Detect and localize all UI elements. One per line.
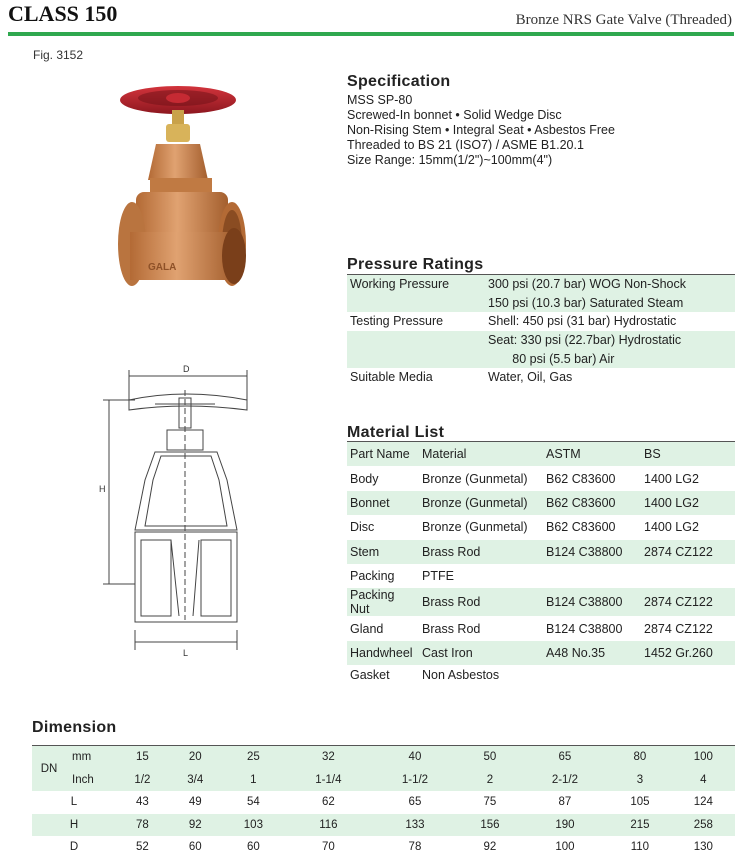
spec-line: Size Range: 15mm(1/2")~100mm(4"): [347, 153, 553, 167]
material-list-table: [347, 442, 735, 685]
dim-label-h: H: [99, 484, 106, 494]
pressure-label: [347, 331, 485, 350]
table-row: [347, 275, 735, 294]
pressure-ratings-table: [347, 275, 735, 387]
table-row: [347, 349, 735, 368]
table-cell: 80: [608, 746, 671, 769]
table-cell: 116: [285, 814, 372, 837]
table-cell: 92: [483, 841, 497, 854]
table-cell: Bronze (Gunmetal): [422, 471, 528, 486]
table-cell: 1400 LG2: [644, 520, 699, 535]
table-row: [347, 515, 735, 539]
table-row: [347, 368, 735, 387]
table-cell: Disc: [350, 520, 375, 535]
table-cell: 156: [458, 814, 521, 837]
table-row: [347, 616, 735, 640]
table-row: [32, 746, 735, 769]
column-header: ASTM: [543, 442, 641, 466]
pressure-value: 80 psi (5.5 bar) Air: [485, 349, 735, 368]
table-cell: 215: [608, 814, 671, 837]
valve-photo: [110, 84, 260, 324]
table-cell: 2: [458, 769, 521, 792]
table-cell: 54: [246, 796, 260, 809]
pressure-ratings-title: Pressure Ratings: [347, 256, 484, 273]
table-cell: Gasket: [350, 668, 390, 683]
table-cell: Bonnet: [347, 491, 419, 515]
table-cell: 190: [522, 814, 609, 837]
table-cell: [641, 564, 735, 588]
spec-line: Screwed-In bonnet • Solid Wedge Disc: [347, 108, 562, 122]
table-cell: 133: [372, 814, 459, 837]
table-cell: Bronze (Gunmetal): [422, 520, 528, 535]
table-row: [347, 540, 735, 564]
table-cell: 25: [222, 746, 285, 769]
table-cell: 4: [672, 769, 735, 792]
table-cell: 1-1/2: [372, 769, 459, 792]
table-cell: Packing Nut: [347, 588, 419, 616]
table-cell: 87: [558, 796, 572, 809]
table-row: [347, 294, 735, 313]
table-row: [32, 836, 735, 859]
table-cell: 78: [116, 814, 169, 837]
table-cell: 100: [672, 746, 735, 769]
product-subtitle: Bronze NRS Gate Valve (Threaded): [515, 12, 732, 28]
table-cell: 60: [188, 841, 202, 854]
table-cell: 1-1/4: [285, 769, 372, 792]
table-cell: [641, 665, 735, 685]
table-cell: 3: [608, 769, 671, 792]
table-cell: Body: [350, 471, 379, 486]
table-cell: B62 C83600: [546, 471, 616, 486]
table-cell: 2874 CZ122: [641, 588, 735, 616]
table-cell: Brass Rod: [422, 621, 481, 636]
table-cell: 32: [285, 746, 372, 769]
table-row: [347, 665, 735, 685]
table-cell: Gland: [350, 621, 384, 636]
pressure-value: Seat: 330 psi (22.7bar) Hydrostatic: [485, 331, 735, 350]
table-cell: B124 C38800: [543, 540, 641, 564]
row-label: D: [69, 841, 79, 854]
pressure-value: Water, Oil, Gas: [488, 370, 573, 385]
table-cell: 78: [408, 841, 422, 854]
specification-list: [347, 93, 615, 168]
pressure-label: Suitable Media: [350, 370, 433, 385]
table-cell: 60: [246, 841, 260, 854]
pressure-label: Working Pressure: [347, 275, 485, 294]
row-label: H: [32, 814, 116, 837]
table-cell: 92: [169, 814, 222, 837]
table-cell: 52: [136, 841, 149, 854]
class-title: CLASS 150: [8, 1, 118, 26]
unit-label: mm: [66, 746, 116, 769]
table-row: [347, 564, 735, 588]
table-row: [347, 466, 735, 490]
table-cell: 2-1/2: [522, 769, 609, 792]
row-label: L: [70, 796, 78, 809]
table-cell: Non Asbestos: [422, 668, 500, 683]
table-cell: 49: [188, 796, 202, 809]
table-cell: 124: [693, 796, 713, 809]
table-cell: 50: [458, 746, 521, 769]
spec-line: MSS SP-80: [347, 93, 413, 107]
column-header: Part Name: [347, 442, 419, 466]
table-cell: 62: [321, 796, 335, 809]
table-row: [347, 331, 735, 350]
table-cell: 103: [222, 814, 285, 837]
table-cell: 1400 LG2: [644, 471, 699, 486]
table-cell: Handwheel: [347, 641, 419, 665]
pressure-value: 150 psi (10.3 bar) Saturated Steam: [485, 294, 735, 313]
specification-title: Specification: [347, 73, 451, 90]
table-cell: 258: [672, 814, 735, 837]
pressure-value: 300 psi (20.7 bar) WOG Non-Shock: [485, 275, 735, 294]
table-cell: 1: [222, 769, 285, 792]
table-cell: 20: [169, 746, 222, 769]
table-row: [32, 814, 735, 837]
header-rule: [8, 32, 734, 36]
dim-label-l: L: [183, 648, 189, 658]
dim-label-d: D: [183, 364, 190, 374]
column-header: BS: [641, 442, 735, 466]
table-cell: 2874 CZ122: [644, 621, 713, 636]
table-cell: 110: [630, 841, 650, 854]
table-cell: Packing: [350, 569, 395, 584]
table-cell: 65: [522, 746, 609, 769]
pressure-label: [347, 294, 485, 313]
table-cell: B62 C83600: [546, 520, 616, 535]
dn-label: DN: [32, 746, 66, 791]
table-row: [347, 641, 735, 665]
dimension-table: [32, 746, 735, 859]
table-cell: Cast Iron: [419, 641, 543, 665]
table-cell: 105: [630, 796, 650, 809]
spec-line: Threaded to BS 21 (ISO7) / ASME B1.20.1: [347, 138, 584, 152]
pressure-value: Shell: 450 psi (31 bar) Hydrostatic: [488, 314, 677, 329]
table-row: [347, 312, 735, 331]
column-header: Material: [419, 442, 543, 466]
table-cell: A48 No.35: [543, 641, 641, 665]
table-row: [32, 769, 735, 792]
spec-line: Non-Rising Stem • Integral Seat • Asbestos Free: [347, 123, 615, 137]
table-cell: 100: [555, 841, 575, 854]
table-cell: [543, 564, 641, 588]
table-cell: 1/2: [116, 769, 169, 792]
table-row: [32, 791, 735, 814]
pressure-label: [347, 349, 485, 368]
table-cell: [543, 665, 641, 685]
table-cell: 1400 LG2: [641, 491, 735, 515]
table-cell: 15: [116, 746, 169, 769]
table-cell: B62 C83600: [543, 491, 641, 515]
table-cell: 1452 Gr.260: [641, 641, 735, 665]
table-row: [347, 491, 735, 515]
figure-number: Fig. 3152: [33, 48, 84, 62]
table-cell: Stem: [347, 540, 419, 564]
table-cell: B124 C38800: [543, 588, 641, 616]
pressure-label: Testing Pressure: [350, 314, 444, 329]
table-cell: 75: [483, 796, 497, 809]
table-header-row: [347, 442, 735, 466]
brand-text: GALA: [148, 262, 177, 273]
table-cell: Brass Rod: [419, 540, 543, 564]
table-cell: B124 C38800: [546, 621, 623, 636]
table-cell: 2874 CZ122: [641, 540, 735, 564]
table-cell: 40: [372, 746, 459, 769]
table-row: [347, 588, 735, 616]
table-cell: Bronze (Gunmetal): [419, 491, 543, 515]
valve-drawing: [95, 360, 260, 660]
table-cell: 65: [408, 796, 422, 809]
unit-label: Inch: [66, 769, 116, 792]
table-cell: 43: [136, 796, 149, 809]
table-cell: 3/4: [169, 769, 222, 792]
dimension-title: Dimension: [32, 719, 117, 736]
table-cell: Brass Rod: [419, 588, 543, 616]
table-cell: 130: [693, 841, 713, 854]
table-cell: 70: [321, 841, 335, 854]
material-list-title: Material List: [347, 424, 445, 441]
table-cell: PTFE: [422, 569, 454, 584]
